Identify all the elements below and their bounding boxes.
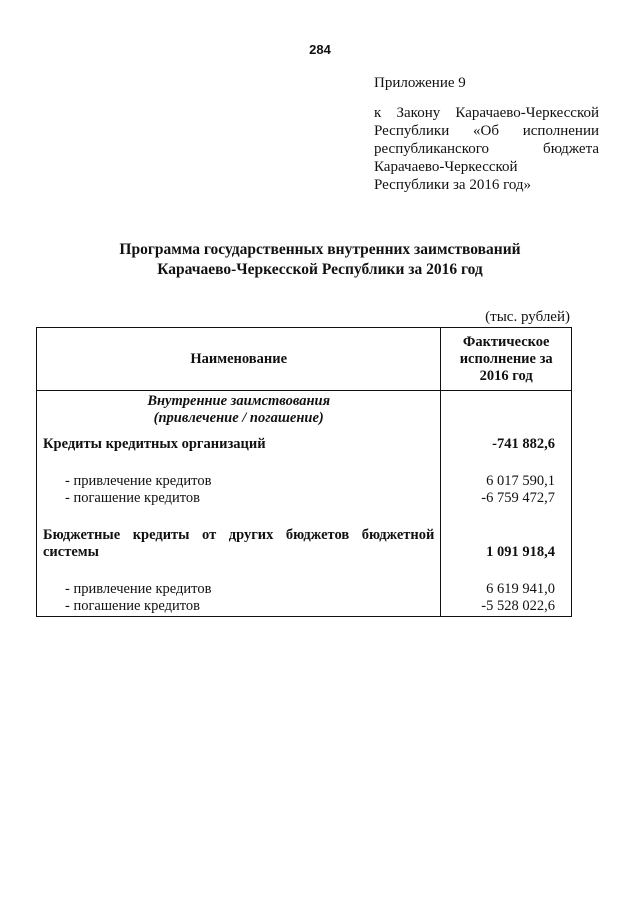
appendix-title: Приложение 9 xyxy=(374,75,466,91)
item-name: - погашение кредитов xyxy=(37,490,441,527)
group-name: Кредиты кредитных организаций xyxy=(37,427,441,473)
header-name: Наименование xyxy=(37,328,441,391)
section-row xyxy=(37,391,572,428)
appendix-line: к Закону Карачаево-Черкесской xyxy=(374,105,599,121)
group-value: 1 091 918,4 xyxy=(441,527,572,581)
item-name: - привлечение кредитов xyxy=(37,581,441,598)
table-row xyxy=(37,581,572,598)
section-value xyxy=(441,391,572,428)
appendix-line: Республики «Об исполнении xyxy=(374,123,599,139)
header-value-line2: исполнение за xyxy=(459,350,553,367)
item-value: -5 528 022,6 xyxy=(441,598,572,617)
header-value-line1: Фактическое xyxy=(462,333,550,350)
item-name: - привлечение кредитов xyxy=(37,473,441,490)
document-title xyxy=(0,240,640,280)
appendix-line: Республики за 2016 год» xyxy=(374,177,532,193)
page-number: 284 xyxy=(309,42,331,57)
section-heading-line1: Внутренние заимствования xyxy=(147,393,331,409)
item-name: - погашение кредитов xyxy=(37,598,441,617)
table-row xyxy=(37,490,572,527)
item-value: -6 759 472,7 xyxy=(441,490,572,527)
group-name-line1: Бюджетные кредиты от других бюджетов бюджетной xyxy=(43,527,435,543)
appendix-block xyxy=(374,74,599,194)
table-row xyxy=(37,427,572,473)
table-header-row xyxy=(37,328,572,391)
document-title-line1: Программа государственных внутренних заимствований xyxy=(119,241,521,258)
table-row xyxy=(37,598,572,617)
item-value: 6 017 590,1 xyxy=(441,473,572,490)
appendix-line: Карачаево-Черкесской xyxy=(374,159,518,175)
table-row xyxy=(37,527,572,581)
group-name xyxy=(37,527,441,581)
section-heading xyxy=(37,391,441,428)
group-value: -741 882,6 xyxy=(441,427,572,473)
appendix-line: республиканского бюджета xyxy=(374,141,599,157)
header-value xyxy=(441,328,572,391)
item-value: 6 619 941,0 xyxy=(441,581,572,598)
document-title-line2: Карачаево-Черкесской Республики за 2016 год xyxy=(157,261,483,278)
unit-label: (тыс. рублей) xyxy=(485,309,570,325)
group-name-line2: системы xyxy=(43,544,99,560)
borrowing-table xyxy=(36,327,572,617)
table-row xyxy=(37,473,572,490)
section-heading-line2: (привлечение / погашение) xyxy=(153,410,324,426)
header-value-line3: 2016 год xyxy=(479,367,533,384)
